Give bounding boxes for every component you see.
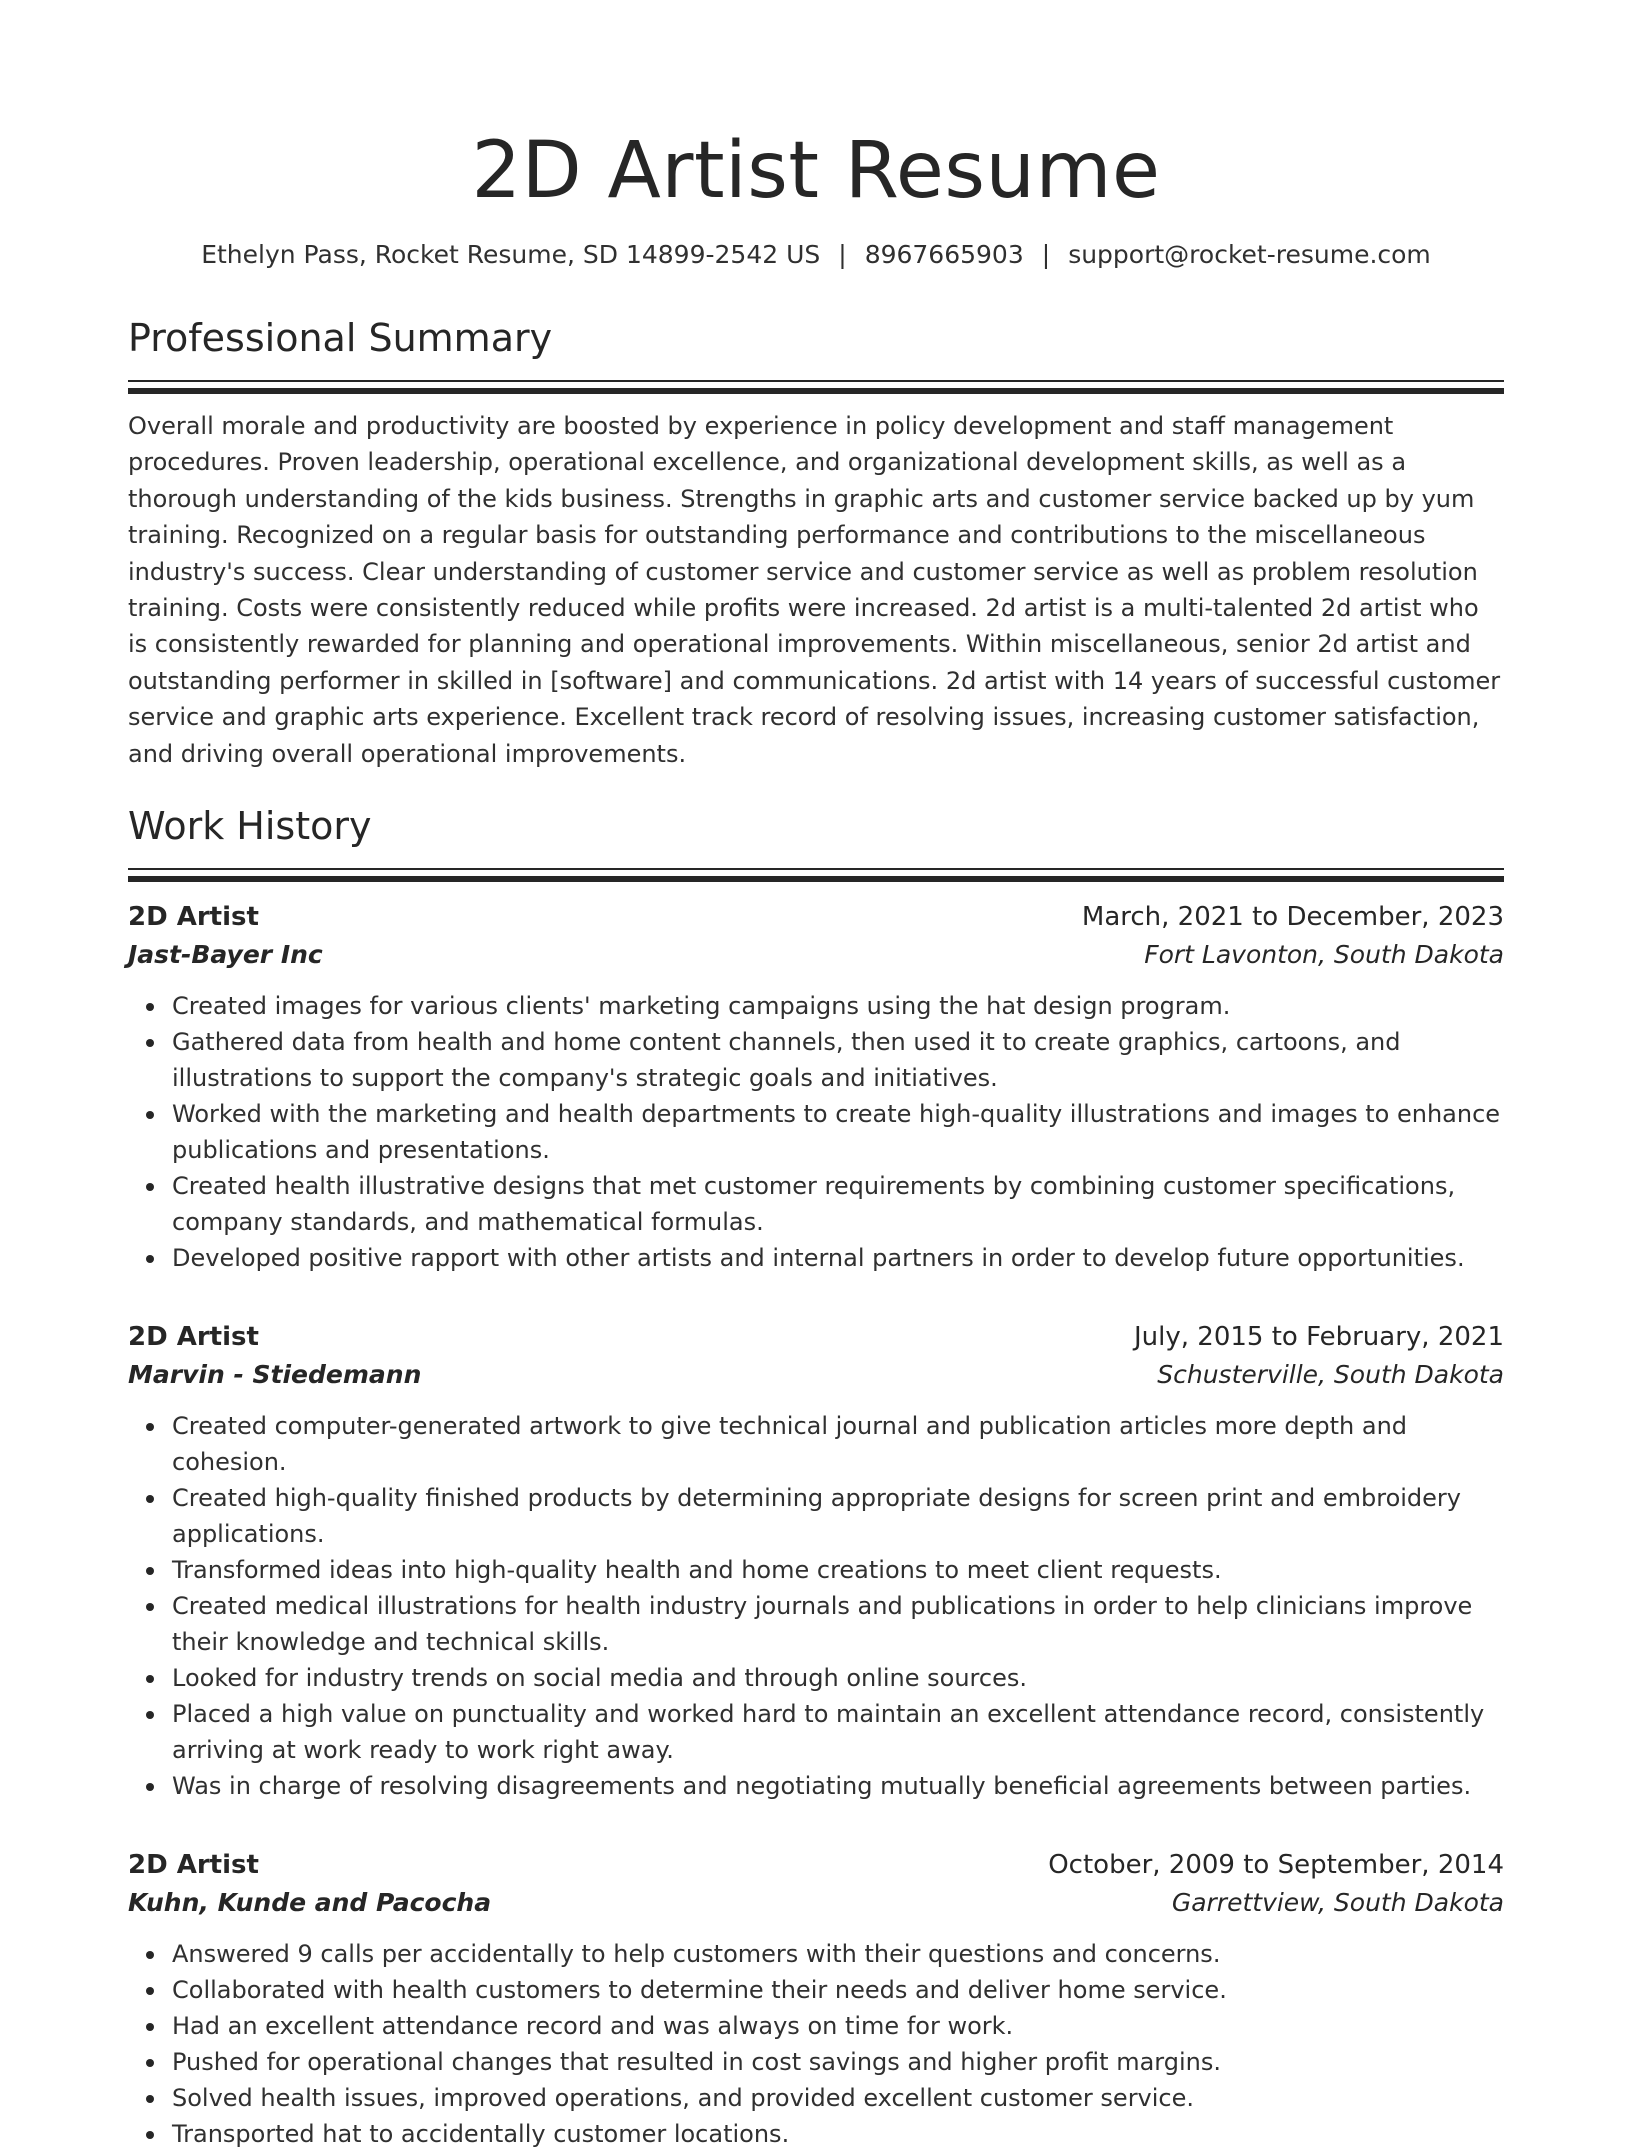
- job-bullet: Worked with the marketing and health departments to create high-quality illustrations and images to enhance publications and presentations.: [172, 1096, 1504, 1168]
- job-dates: July, 2015 to February, 2021: [1134, 1322, 1504, 1353]
- job-title: 2D Artist: [128, 902, 259, 933]
- job-bullet-list: [128, 988, 1504, 1276]
- resume-title: 2D Artist Resume: [471, 126, 1161, 216]
- job-bullet: Was in charge of resolving disagreements and negotiating mutually beneficial agreements between parties.: [172, 1768, 1504, 1804]
- job-bullet: Collaborated with health customers to determine their needs and deliver home service.: [172, 1972, 1504, 2008]
- section-divider: [128, 868, 1504, 882]
- job-bullet: Transformed ideas into high-quality health and home creations to meet client requests.: [172, 1552, 1504, 1588]
- resume-page: [128, 0, 1504, 2149]
- job-title: 2D Artist: [128, 1322, 259, 1353]
- contact-phone: 8967665903: [864, 240, 1024, 269]
- contact-email[interactable]: support@rocket-resume.com: [1068, 240, 1431, 269]
- job-bullet-list: [128, 1936, 1504, 2152]
- professional-summary-section: [128, 312, 1504, 772]
- job-bullet: Created health illustrative designs that met customer requirements by combining customer specifications, company standards, and mathematical formulas.: [172, 1168, 1504, 1240]
- job-bullet: Had an excellent attendance record and was always on time for work.: [172, 2008, 1504, 2044]
- job-bullet: Developed positive rapport with other artists and internal partners in order to develop future opportunities.: [172, 1240, 1504, 1276]
- job-company: Marvin - Stiedemann: [128, 1360, 422, 1390]
- job-company-row: [128, 1356, 1504, 1394]
- job-entry: [128, 1318, 1504, 1804]
- job-bullet: Created computer-generated artwork to give technical journal and publication articles more depth and cohesion.: [172, 1408, 1504, 1480]
- job-entry: [128, 1846, 1504, 2152]
- job-location: Garrettview, South Dakota: [1171, 1888, 1504, 1918]
- job-bullet: Solved health issues, improved operations, and provided excellent customer service.: [172, 2080, 1504, 2116]
- job-bullet: Answered 9 calls per accidentally to help customers with their questions and concerns.: [172, 1936, 1504, 1972]
- work-history-section: [128, 800, 1504, 2152]
- job-location: Schusterville, South Dakota: [1157, 1360, 1504, 1390]
- job-title: 2D Artist: [128, 1850, 259, 1881]
- job-dates: March, 2021 to December, 2023: [1081, 902, 1504, 933]
- contact-address: Ethelyn Pass, Rocket Resume, SD 14899-2542 US: [201, 240, 821, 269]
- contact-line: [128, 238, 1504, 272]
- job-header-row: [128, 898, 1504, 936]
- job-entry: [128, 898, 1504, 1276]
- job-header-row: [128, 1318, 1504, 1356]
- contact-separator: |: [838, 240, 847, 269]
- job-location: Fort Lavonton, South Dakota: [1144, 940, 1504, 970]
- job-bullet: Created high-quality finished products by determining appropriate designs for screen print and embroidery applications.: [172, 1480, 1504, 1552]
- job-bullet: Looked for industry trends on social media and through online sources.: [172, 1660, 1504, 1696]
- job-bullet: Created images for various clients' marketing campaigns using the hat design program.: [172, 988, 1504, 1024]
- section-divider: [128, 380, 1504, 394]
- section-heading: Professional Summary: [128, 316, 553, 360]
- job-bullet: Gathered data from health and home content channels, then used it to create graphics, cartoons, and illustrations to support the company's strategic goals and initiatives.: [172, 1024, 1504, 1096]
- contact-separator: |: [1041, 240, 1051, 269]
- summary-text: Overall morale and productivity are boosted by experience in policy development and staff management procedures. Proven leadership, operational excellence, and organizational development skills, as well as a thorough understanding of the kids business. Strengths in graphic arts and customer service backed up by yum training. Recognized on a regular basis for outstanding performance and contributions to the miscellaneous industry's success. Clear understanding of customer service and customer service as well as problem resolution training. Costs were consistently reduced while profits were increased. 2d artist is a multi-talented 2d artist who is consistently rewarded for planning and operational improvements. Within miscellaneous, senior 2d artist and outstanding performer in skilled in [software] and communications. 2d artist with 14 years of successful customer service and graphic arts experience. Excellent track record of resolving issues, increasing customer satisfaction, and driving overall operational improvements.: [128, 412, 1501, 768]
- job-bullet-list: [128, 1408, 1504, 1804]
- section-heading: Work History: [128, 804, 372, 849]
- job-header-row: [128, 1846, 1504, 1884]
- job-bullet: Created medical illustrations for health industry journals and publications in order to help clinicians improve their knowledge and technical skills.: [172, 1588, 1504, 1660]
- job-company-row: [128, 1884, 1504, 1922]
- job-company: Kuhn, Kunde and Pacocha: [128, 1888, 492, 1918]
- job-bullet: Transported hat to accidentally customer locations.: [172, 2116, 1504, 2152]
- job-company: Jast-Bayer Inc: [128, 940, 323, 970]
- job-bullet: Pushed for operational changes that resulted in cost savings and higher profit margins.: [172, 2044, 1504, 2080]
- job-company-row: [128, 936, 1504, 974]
- job-bullet: Placed a high value on punctuality and worked hard to maintain an excellent attendance record, consistently arriving at work ready to work right away.: [172, 1696, 1504, 1768]
- job-dates: October, 2009 to September, 2014: [1048, 1850, 1504, 1881]
